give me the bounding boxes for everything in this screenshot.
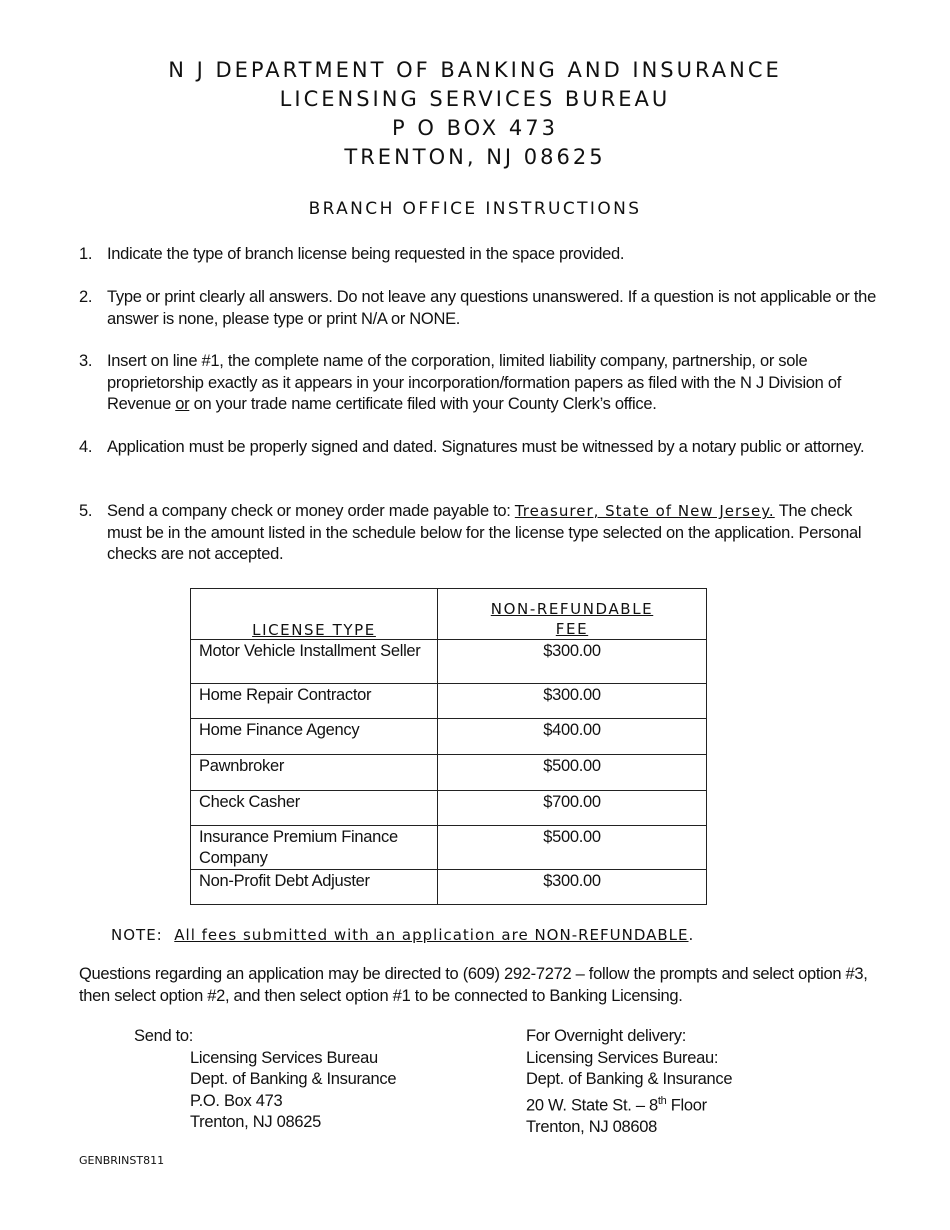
table-row [191, 640, 707, 684]
table-row [191, 791, 707, 826]
note-label: NOTE: [111, 926, 175, 944]
instruction-text-part: The check must be in the amount listed in the schedule below for the license type selected on the application. Personal checks are not accepted. [107, 502, 862, 563]
fee-note [111, 926, 694, 944]
overnight-address [526, 1026, 732, 1138]
license-type-cell: Home Finance Agency [191, 719, 438, 755]
instruction-text [107, 501, 879, 566]
table-header-row [191, 589, 707, 640]
header-line-3: P O BOX 473 [392, 116, 558, 140]
address-line: P.O. Box 473 [190, 1091, 283, 1110]
instruction-number: 1. [79, 245, 93, 263]
license-type-cell: Check Casher [191, 791, 438, 826]
instruction-text: Application must be properly signed and dated. Signatures must be witnessed by a notary public or attorney. [107, 438, 865, 456]
table-row [191, 755, 707, 791]
note-text: All fees submitted with an application are NON-REFUNDABLE [174, 926, 689, 944]
questions-paragraph: Questions regarding an application may be directed to (609) 292-7272 – follow the prompts and select option #3, then select option #2, and then select option #1 to be connected to Banking Licensing. [79, 965, 868, 1005]
address-line: 20 W. State St. – 8th Floor [526, 1094, 707, 1114]
note-end: . [688, 926, 695, 944]
license-type-cell: Insurance Premium Finance Company [191, 826, 438, 870]
address-line: Trenton, NJ 08608 [526, 1117, 657, 1136]
table-row [191, 826, 707, 870]
instruction-2 [79, 287, 879, 330]
instruction-text: Type or print clearly all answers. Do not leave any questions unanswered. If a question is not applicable or the answer is none, please type or print N/A or NONE. [107, 288, 876, 328]
form-code: GENBRINST811 [79, 1154, 165, 1167]
send-to-address [134, 1026, 396, 1134]
license-type-cell: Non-Profit Debt Adjuster [191, 870, 438, 905]
header-line-2: LICENSING SERVICES BUREAU [279, 87, 671, 111]
license-type-cell: Motor Vehicle Installment Seller [191, 640, 438, 684]
address-line: Dept. of Banking & Insurance [190, 1070, 397, 1088]
address-line: Licensing Services Bureau: [526, 1048, 719, 1067]
instruction-number: 5. [79, 502, 93, 520]
column-header-fee-line-1: NON-REFUNDABLE [490, 600, 654, 618]
fee-cell: $300.00 [438, 640, 707, 684]
ordinal-suffix: th [657, 1094, 667, 1107]
table-row [191, 719, 707, 755]
column-header-fee-line-2: FEE [555, 620, 589, 638]
header-line-1: N J DEPARTMENT OF BANKING AND INSURANCE [168, 58, 782, 82]
column-header-license-type: LICENSE TYPE [191, 589, 438, 640]
instruction-number: 2. [79, 288, 93, 306]
fee-cell: $700.00 [438, 791, 707, 826]
address-line: Trenton, NJ 08625 [190, 1113, 321, 1131]
instruction-3 [79, 351, 879, 416]
column-header-fee [438, 589, 707, 640]
instruction-text-part: Send a company check or money order made payable to: [107, 502, 515, 520]
fee-cell: $400.00 [438, 719, 707, 755]
license-type-cell: Home Repair Contractor [191, 684, 438, 719]
instruction-4 [79, 437, 879, 459]
fee-schedule-table [190, 588, 707, 905]
address-line: Licensing Services Bureau [190, 1048, 378, 1067]
fee-cell: $300.00 [438, 684, 707, 719]
fee-cell: $500.00 [438, 755, 707, 791]
instruction-text [107, 351, 879, 416]
table-row [191, 684, 707, 719]
table-row [191, 870, 707, 905]
payee-name: Treasurer, State of New Jersey. [514, 502, 775, 520]
address-line: Dept. of Banking & Insurance [526, 1070, 733, 1088]
license-type-cell: Pawnbroker [191, 755, 438, 791]
instruction-1 [79, 244, 879, 266]
overnight-heading: For Overnight delivery: [526, 1027, 686, 1045]
emphasis-or: or [175, 395, 190, 413]
header-line-4: TRENTON, NJ 08625 [344, 145, 606, 169]
instruction-text-part: on your trade name certificate filed with your County Clerk’s office. [189, 395, 657, 413]
fee-cell: $300.00 [438, 870, 707, 905]
fee-cell: $500.00 [438, 826, 707, 870]
instruction-5 [79, 501, 879, 566]
instruction-number: 4. [79, 438, 93, 456]
instruction-text-part: Insert on line #1, the complete name of the corporation, limited liability company, partnership, or sole proprietorship exactly as it appears in your incorporation/formation papers as filed with the N J Division of Revenue [107, 352, 842, 413]
send-to-heading: Send to: [134, 1027, 194, 1045]
instruction-number: 3. [79, 352, 93, 370]
instruction-text: Indicate the type of branch license being requested in the space provided. [107, 245, 625, 263]
section-title: BRANCH OFFICE INSTRUCTIONS [308, 199, 642, 219]
